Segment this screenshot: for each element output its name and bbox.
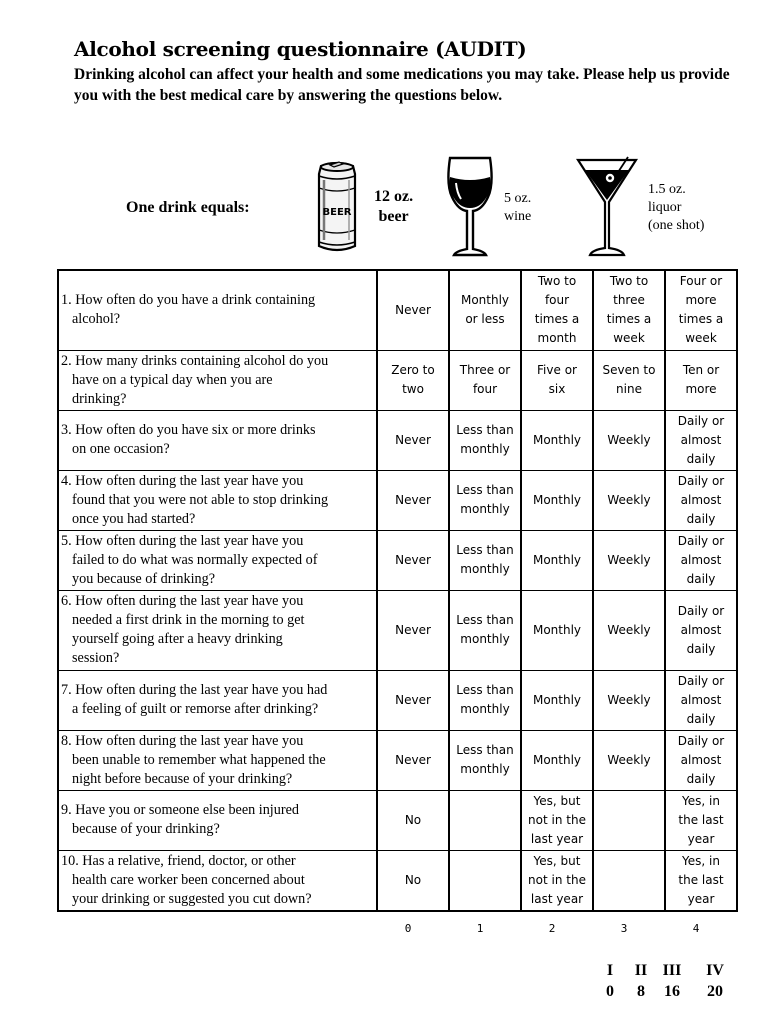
answer-option-line: Weekly <box>607 432 651 447</box>
answer-option-0[interactable] <box>377 470 449 530</box>
answer-option-4[interactable] <box>665 850 737 911</box>
question-text <box>58 590 377 670</box>
question-text-line: 2. How many drinks containing alcohol do you <box>61 352 329 369</box>
answer-option-line: Less than <box>456 423 514 437</box>
answer-option-line: monthly <box>460 502 510 516</box>
answer-option-line: No <box>404 812 422 827</box>
question-row <box>58 350 737 410</box>
answer-option-3[interactable] <box>593 270 665 350</box>
question-text <box>58 730 377 790</box>
question-text-line: a feeling of guilt or remorse after drinking? <box>72 701 319 717</box>
answer-option-1[interactable] <box>449 270 521 350</box>
beer-amount-line2: beer <box>378 208 409 225</box>
score-2: 2 <box>548 922 556 935</box>
answer-option-2[interactable] <box>521 670 593 730</box>
answer-option-line: almost <box>680 692 722 707</box>
answer-option-line: year <box>687 891 715 906</box>
answer-option-3[interactable] <box>593 350 665 410</box>
answer-option-line: monthly <box>460 762 510 776</box>
audit-question-table <box>57 269 738 912</box>
zone-label-1: I <box>606 962 614 979</box>
answer-option-line: Less than <box>456 613 514 627</box>
answer-option-4[interactable] <box>665 530 737 590</box>
answer-option-1[interactable] <box>449 670 521 730</box>
score-1: 1 <box>476 922 484 935</box>
answer-option-line: almost <box>680 622 722 637</box>
answer-option-0[interactable] <box>377 530 449 590</box>
zone-value-4: 20 <box>707 983 723 1000</box>
score-4: 4 <box>692 922 700 935</box>
answer-option-line: Never <box>395 752 431 767</box>
question-text-line: drinking? <box>72 390 127 407</box>
answer-option-line: Yes, but <box>533 853 581 868</box>
answer-option-0[interactable] <box>377 850 449 911</box>
answer-option-line: Monthly <box>532 552 582 567</box>
answer-option-2[interactable] <box>521 470 593 530</box>
answer-option-line: monthly <box>460 442 510 456</box>
answer-option-line: Never <box>395 552 431 567</box>
answer-option-0[interactable] <box>377 790 449 850</box>
answer-option-line: Yes, in <box>682 853 720 868</box>
answer-option-line: Monthly <box>532 692 582 707</box>
zone-value-3: 16 <box>664 983 680 1000</box>
zone-label-4: IV <box>706 962 724 979</box>
question-text-line: because of your drinking? <box>72 821 220 837</box>
intro-text: Drinking alcohol can affect your health and some medications you may take. Please help us provide you with the best medical care by answering the questions below. <box>74 66 730 104</box>
beer-amount-label <box>374 187 413 227</box>
answer-option-line: Weekly <box>607 492 651 507</box>
question-text <box>58 850 377 911</box>
answer-option-line: Five or <box>537 363 577 377</box>
page-title: Alcohol screening questionnaire (AUDIT) <box>74 37 527 61</box>
beer-can-text: BEER <box>322 207 352 218</box>
answer-option-0[interactable] <box>377 590 449 670</box>
answer-option-line: or less <box>465 312 505 327</box>
answer-option-line: week <box>613 331 645 346</box>
question-row <box>58 670 737 730</box>
answer-option-line: Daily or <box>677 413 725 428</box>
answer-option-line: more <box>685 293 717 308</box>
answer-option-line: Monthly <box>460 293 510 308</box>
answer-option-2[interactable] <box>521 790 593 850</box>
answer-option-1[interactable] <box>449 410 521 470</box>
answer-option-line: Monthly <box>532 622 582 637</box>
answer-option-line: almost <box>680 552 722 567</box>
answer-option-line: times a <box>606 312 652 327</box>
wine-amount-label <box>504 190 531 226</box>
question-text-line: on one occasion? <box>72 441 170 457</box>
question-text <box>58 790 377 850</box>
question-text-line: 1. How often do you have a drink containing <box>61 292 316 309</box>
answer-option-line: daily <box>686 511 716 526</box>
answer-option-line: daily <box>686 711 716 726</box>
answer-option-line: daily <box>686 641 716 656</box>
answer-option-0[interactable] <box>377 270 449 350</box>
answer-option-3[interactable] <box>593 790 665 850</box>
answer-option-1[interactable] <box>449 730 521 790</box>
question-text-line: 8. How often during the last year have you <box>61 732 304 749</box>
answer-option-line: Monthly <box>532 752 582 767</box>
answer-option-line: Weekly <box>607 552 651 567</box>
answer-option-line: the last <box>678 812 724 827</box>
answer-option-line: Weekly <box>607 692 651 707</box>
liquor-amount-line1: 1.5 oz. <box>648 182 686 197</box>
question-text-line: been unable to remember what happened the <box>72 751 326 768</box>
answer-option-4[interactable] <box>665 670 737 730</box>
answer-option-line: week <box>685 331 717 346</box>
answer-option-2[interactable] <box>521 730 593 790</box>
answer-option-line: Monthly <box>532 432 582 447</box>
answer-option-line: not in the <box>528 872 586 887</box>
answer-option-line: Daily or <box>677 473 725 488</box>
answer-option-0[interactable] <box>377 350 449 410</box>
answer-option-line: six <box>548 382 566 396</box>
question-text-line: 3. How often do you have six or more drinks <box>61 422 316 438</box>
answer-option-2[interactable] <box>521 350 593 410</box>
answer-option-line: Never <box>395 432 431 447</box>
question-text-line: session? <box>72 650 120 666</box>
answer-option-line: Three or <box>459 363 511 377</box>
question-text-line: you because of drinking? <box>72 570 216 587</box>
zone-value-2: 8 <box>637 983 645 1000</box>
answer-option-1[interactable] <box>449 850 521 911</box>
answer-option-line: almost <box>680 492 722 507</box>
answer-option-line: monthly <box>460 562 510 576</box>
question-text <box>58 270 377 350</box>
wine-amount-line2: wine <box>504 209 532 224</box>
answer-option-line: monthly <box>460 702 510 716</box>
answer-option-2[interactable] <box>521 270 593 350</box>
question-text-line: once you had started? <box>72 510 196 527</box>
question-text-line: health care worker been concerned about <box>72 871 305 888</box>
answer-option-4[interactable] <box>665 270 737 350</box>
answer-option-3[interactable] <box>593 590 665 670</box>
question-row <box>58 730 737 790</box>
answer-option-4[interactable] <box>665 730 737 790</box>
answer-option-line: almost <box>680 752 722 767</box>
answer-option-line: No <box>404 872 422 887</box>
answer-option-3[interactable] <box>593 850 665 911</box>
answer-option-3[interactable] <box>593 670 665 730</box>
answer-option-line: last year <box>530 831 584 846</box>
answer-option-line: times a <box>678 312 724 327</box>
answer-option-line: the last <box>678 872 724 887</box>
liquor-amount-line2: liquor <box>648 200 682 215</box>
martini-glass-icon <box>576 156 638 258</box>
question-text-line: 4. How often during the last year have you <box>61 472 304 489</box>
answer-option-0[interactable] <box>377 730 449 790</box>
answer-option-line: Two to <box>537 274 577 289</box>
answer-option-line: Monthly <box>532 492 582 507</box>
answer-option-line: Less than <box>456 483 514 497</box>
answer-option-2[interactable] <box>521 530 593 590</box>
answer-option-line: last year <box>530 891 584 906</box>
answer-option-line: Never <box>395 692 431 707</box>
answer-option-line: Daily or <box>677 533 725 548</box>
score-row <box>372 922 736 938</box>
answer-option-line: Never <box>395 302 431 317</box>
answer-option-1[interactable] <box>449 470 521 530</box>
answer-option-line: Never <box>395 492 431 507</box>
answer-option-line: Weekly <box>607 622 651 637</box>
answer-option-line: Daily or <box>677 733 725 748</box>
wine-amount-line1: 5 oz. <box>504 191 532 206</box>
answer-option-line: Less than <box>456 743 514 757</box>
answer-option-line: two <box>402 382 424 396</box>
answer-option-line: Four or <box>679 274 723 289</box>
question-text <box>58 410 377 470</box>
beer-can-icon <box>313 158 361 256</box>
question-text-line: your drinking or suggested you cut down? <box>72 890 312 907</box>
liquor-amount-line3: (one shot) <box>648 218 705 233</box>
answer-option-2[interactable] <box>521 410 593 470</box>
answer-option-line: almost <box>680 432 722 447</box>
question-text <box>58 470 377 530</box>
answer-option-line: Less than <box>456 543 514 557</box>
question-text-line: 10. Has a relative, friend, doctor, or other <box>61 852 296 869</box>
answer-option-line: daily <box>686 771 716 786</box>
answer-option-line: daily <box>686 571 716 586</box>
question-text-line: 7. How often during the last year have you had <box>61 682 328 698</box>
answer-option-line: Daily or <box>677 603 725 618</box>
zone-value-1: 0 <box>606 983 614 1000</box>
answer-option-line: more <box>685 382 717 396</box>
answer-option-line: Yes, but <box>533 793 581 808</box>
question-text <box>58 350 377 410</box>
question-text-line: found that you were not able to stop drinking <box>72 491 329 508</box>
beer-amount-line1: 12 oz. <box>374 188 414 205</box>
question-row <box>58 790 737 850</box>
question-text-line: 9. Have you or someone else been injured <box>61 802 299 818</box>
answer-option-line: nine <box>616 382 642 396</box>
drink-equivalents <box>0 150 768 265</box>
answer-option-2[interactable] <box>521 590 593 670</box>
answer-option-4[interactable] <box>665 470 737 530</box>
score-0: 0 <box>404 922 412 935</box>
question-rows <box>58 270 737 911</box>
answer-option-3[interactable] <box>593 410 665 470</box>
question-text-line: night before because of your drinking? <box>72 770 293 787</box>
wine-glass-icon <box>446 155 494 259</box>
answer-option-line: month <box>537 331 577 346</box>
answer-option-line: daily <box>686 451 716 466</box>
answer-option-4[interactable] <box>665 410 737 470</box>
answer-option-line: Less than <box>456 683 514 697</box>
zone-label-2: II <box>634 962 648 979</box>
question-row <box>58 470 737 530</box>
liquor-amount-label <box>648 181 704 235</box>
question-row <box>58 530 737 590</box>
answer-option-1[interactable] <box>449 590 521 670</box>
answer-option-line: not in the <box>528 812 586 827</box>
answer-option-0[interactable] <box>377 670 449 730</box>
answer-option-line: Ten or <box>682 363 720 377</box>
answer-option-3[interactable] <box>593 730 665 790</box>
answer-option-line: Seven to <box>602 363 656 377</box>
answer-option-line: times a <box>534 312 580 327</box>
answer-option-3[interactable] <box>593 530 665 590</box>
question-row <box>58 850 737 911</box>
answer-option-line: monthly <box>460 632 510 646</box>
question-text-line: alcohol? <box>72 311 121 328</box>
zone-label-3: III <box>662 962 682 979</box>
question-row <box>58 590 737 670</box>
question-text-line: yourself going after a heavy drinking <box>72 631 283 647</box>
answer-option-line: four <box>544 293 570 308</box>
score-3: 3 <box>620 922 628 935</box>
question-text <box>58 670 377 730</box>
answer-option-line: Two to <box>609 274 649 289</box>
question-text-line: failed to do what was normally expected of <box>72 551 318 568</box>
question-text-line: have on a typical day when you are <box>72 371 273 388</box>
answer-option-line: Weekly <box>607 752 651 767</box>
answer-option-line: Yes, in <box>682 793 720 808</box>
answer-option-3[interactable] <box>593 470 665 530</box>
answer-option-line: Daily or <box>677 673 725 688</box>
answer-option-line: Never <box>395 622 431 637</box>
answer-option-0[interactable] <box>377 410 449 470</box>
question-text-line: 6. How often during the last year have you <box>61 593 304 609</box>
question-text-line: needed a first drink in the morning to get <box>72 612 305 628</box>
question-row <box>58 410 737 470</box>
answer-option-line: three <box>613 293 645 308</box>
question-text-line: 5. How often during the last year have you <box>61 532 304 549</box>
answer-option-4[interactable] <box>665 790 737 850</box>
question-text <box>58 530 377 590</box>
answer-option-1[interactable] <box>449 530 521 590</box>
one-drink-equals-label: One drink equals: <box>126 199 250 216</box>
question-row <box>58 270 737 350</box>
answer-option-line: four <box>472 382 498 396</box>
answer-option-line: year <box>687 831 715 846</box>
answer-option-2[interactable] <box>521 850 593 911</box>
answer-option-4[interactable] <box>665 590 737 670</box>
answer-option-1[interactable] <box>449 350 521 410</box>
answer-option-1[interactable] <box>449 790 521 850</box>
answer-option-4[interactable] <box>665 350 737 410</box>
answer-option-line: Zero to <box>391 363 435 377</box>
